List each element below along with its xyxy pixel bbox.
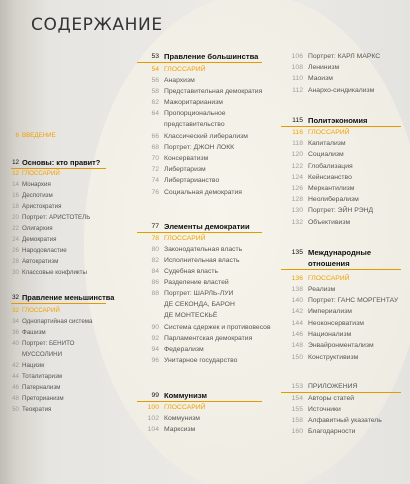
toc-page-number: 102 [147,415,159,422]
toc-entry-title: Либертарианство [164,177,220,184]
toc-page-number: 142 [291,308,303,315]
toc-entry-title: Консерватизм [164,155,209,162]
toc-entry-title: Марксизм [164,426,196,433]
toc-entry-title: Национализм [308,331,352,338]
background-circle [84,0,410,484]
toc-entry-title: ДЕ СЕКОНДА, БАРОН [164,301,235,308]
toc-page-number: 120 [291,151,303,158]
toc-page-number: 80 [151,246,159,253]
toc-page-number: 68 [151,144,159,151]
toc-entry-title: Авторы статей [308,395,355,402]
section-underline [11,168,106,169]
toc-page-number: 54 [151,66,159,73]
toc-entry-title: Империализм [308,308,352,315]
toc-page-number: 12 [12,170,19,177]
toc-page-number: 112 [292,87,303,94]
toc-page-number: 154 [291,395,303,402]
toc-section-heading: отношения [308,259,350,268]
toc-page-number: 12 [12,159,19,166]
toc-entry-title: Судебная власть [164,268,218,275]
toc-entry-title: Портрет: БЕНИТО [22,340,75,347]
toc-section-heading: Основы: кто правит? [22,158,101,167]
toc-entry-title: Алфавитный указатель [308,417,382,424]
toc-entry-title: Фашизм [22,329,46,336]
toc-page-number: 115 [292,117,303,124]
toc-page-number: 42 [12,362,19,369]
toc-page-number: 20 [12,214,19,221]
toc-entry-title: Представительная демократия [164,88,263,95]
toc-page-number: 32 [12,294,19,301]
toc-page-number: 138 [291,286,303,293]
toc-page-number: 144 [291,320,303,327]
toc-page-number: 58 [151,88,159,95]
toc-entry-title: Тоталитаризм [22,373,63,380]
toc-page-number: 116 [292,129,303,136]
toc-entry-title: Глобализация [308,163,353,170]
toc-page-number: 48 [12,395,19,402]
toc-entry-title: Однопартийная система [22,318,93,325]
toc-entry-title: Мажоритарианизм [164,99,223,106]
toc-glossary-label: ГЛОССАРИЙ [164,404,206,411]
toc-entry-title: Аристократия [22,203,62,210]
toc-entry-title: Нацизм [22,362,45,369]
toc-page-number: 128 [291,196,303,203]
toc-page-number: 6 [15,132,19,139]
toc-section-heading: Коммунизм [164,391,207,400]
toc-entry-title: Классовые конфликты [22,269,87,276]
toc-page-number: 34 [12,318,19,325]
toc-entry-title: Унитарное государство [164,357,238,364]
toc-entry-title: Портрет: ГАНС МОРГЕНТАУ [308,297,399,304]
toc-entry-title: Монархия [22,181,51,188]
toc-page-number: 100 [147,404,159,411]
toc-section-heading: Элементы демократии [164,222,250,231]
toc-page-number: 104 [147,426,159,433]
toc-page-number: 153 [291,383,303,390]
toc-page-number: 84 [151,268,159,275]
section-underline [281,269,401,270]
toc-entry-title: Система сдержек и противовесов [164,324,271,331]
toc-entry-title: Социальная демократия [164,189,242,196]
toc-entry-title: Портрет: ЭЙН РЭНД [308,207,374,214]
toc-page-number: 110 [292,75,303,82]
toc-entry-title: представительство [164,121,225,128]
toc-page-number: 82 [151,257,159,264]
toc-page-number: 74 [151,177,159,184]
toc-entry-title: Кейнсианство [308,174,352,181]
toc-page-number: 78 [151,235,159,242]
toc-page-number: 70 [151,155,159,162]
toc-page-number: 22 [12,225,19,232]
toc-glossary-label: ГЛОССАРИЙ [308,129,350,136]
toc-entry-title: Энвайронментализм [308,342,374,349]
section-underline [11,303,106,304]
toc-entry-title: Ленинизм [308,64,340,71]
toc-entry-title: Реализм [308,286,336,293]
toc-page-number: 18 [12,203,19,210]
toc-page-number: 32 [12,307,19,314]
toc-entry-title: Благодарности [308,428,356,435]
toc-entry-title: Народовластие [22,247,67,254]
toc-entry-title: Анархизм [164,77,195,84]
toc-page-number: 50 [12,406,19,413]
toc-page-number: 118 [292,140,303,147]
toc-page-number: 44 [12,373,19,380]
toc-entry-title: Портрет: ШАРЛЬ-ЛУИ [164,290,234,297]
toc-page-number: 28 [12,258,19,265]
toc-page-number: 150 [291,354,303,361]
toc-page-number: 76 [151,189,159,196]
page-title: СОДЕРЖАНИЕ [31,15,163,35]
toc-entry-title: Объективизм [308,219,351,226]
toc-entry-title: МУССОЛИНИ [22,351,63,358]
toc-entry-title: Неолиберализм [308,196,359,203]
toc-glossary-label: ГЛОССАРИЙ [308,275,350,282]
toc-page-number: 140 [291,297,303,304]
toc-page-number: 86 [151,279,159,286]
toc-page-number: 16 [12,192,19,199]
toc-section-heading: Международные [308,248,372,257]
toc-entry-title: Меркантилизм [308,185,355,192]
toc-section-heading: Правление меньшинства [22,293,115,302]
toc-page-number: 148 [291,342,303,349]
toc-entry-title: Теократия [22,406,52,413]
toc-entry-title: ДЕ МОНТЕСКЬЁ [164,312,218,319]
toc-page-number: 160 [291,428,303,435]
toc-page-number: 94 [151,346,159,353]
toc-page-number: 124 [291,174,303,181]
toc-entry-title: Капитализм [308,140,346,147]
section-underline [281,392,401,393]
toc-page-number: 122 [291,163,303,170]
toc-page-number: 136 [291,275,303,282]
toc-page-number: 56 [151,77,159,84]
toc-page-number: 24 [12,236,19,243]
toc-entry-title: Источники [308,406,341,413]
toc-entry-title: Исполнительная власть [164,257,240,264]
toc-page-number: 64 [151,110,159,117]
toc-section-heading: Правление большинства [164,52,259,61]
toc-page-number: 96 [151,357,159,364]
toc-page-number: 126 [291,185,303,192]
toc-page-number: 36 [12,329,19,336]
toc-page-number: 146 [291,331,303,338]
toc-page-number: 99 [151,392,159,399]
toc-entry-title: Классический либерализм [164,133,248,140]
toc-page-number: 30 [12,269,19,276]
toc-page-number: 90 [151,324,159,331]
section-underline [281,126,401,127]
toc-entry-title: Либертаризм [164,166,206,173]
toc-page-number: 155 [291,406,303,413]
toc-page-number: 14 [12,181,19,188]
toc-page-number: 106 [291,53,303,60]
toc-page-number: 88 [151,290,159,297]
section-underline [137,232,262,233]
toc-page-number: 66 [151,133,159,140]
toc-page-number: 132 [291,219,303,226]
toc-entry-title: Портрет: КАРЛ МАРКС [308,53,381,60]
toc-entry-title: Деспотизм [22,192,53,199]
toc-glossary-label: ГЛОССАРИЙ [164,66,206,73]
toc-entry-title: Пропорциональное [164,110,226,117]
toc-entry-title: Портрет: ДЖОН ЛОКК [164,144,235,151]
toc-entry-title: Патернализм [22,384,61,391]
toc-page-number: 40 [12,340,19,347]
toc-page-number: 72 [151,166,159,173]
toc-entry-title: Разделение властей [164,279,229,286]
toc-glossary-label: ГЛОССАРИЙ [22,307,60,314]
toc-entry-title: Преторианизм [22,395,64,402]
toc-entry-title: Маоизм [308,75,333,82]
toc-glossary-label: ГЛОССАРИЙ [22,170,60,177]
toc-page-number: 130 [291,207,303,214]
toc-entry-title: Автократизм [22,258,59,265]
toc-entry-title: ПРИЛОЖЕНИЯ [308,383,358,390]
toc-glossary-label: ГЛОССАРИЙ [164,235,206,242]
toc-page-number: 135 [291,249,303,256]
toc-entry-title: Анархо-синдикализм [308,87,375,94]
toc-page-number: 53 [151,53,159,60]
toc-page-number: 108 [291,64,303,71]
section-underline [137,62,262,63]
toc-page-number: 62 [151,99,159,106]
toc-entry-title: Законодательная власть [164,246,243,253]
toc-entry-title: Парламентская демократия [164,335,253,342]
toc-entry-title: Социализм [308,151,344,158]
toc-page-number: 77 [151,223,159,230]
toc-section-heading: Политэкономия [308,116,368,125]
toc-glossary-label: ВВЕДЕНИЕ [22,132,56,139]
toc-page-number: 46 [12,384,19,391]
toc-entry-title: Конструктивизм [308,354,359,361]
section-underline [137,401,262,402]
toc-entry-title: Федерализм [164,346,204,353]
toc-entry-title: Олигархия [22,225,53,232]
toc-page-number: 158 [291,417,303,424]
toc-page-number: 92 [151,335,159,342]
toc-entry-title: Портрет: АРИСТОТЕЛЬ [22,214,91,221]
toc-entry-title: Коммунизм [164,415,200,422]
toc-page-number: 26 [12,247,19,254]
toc-entry-title: Неоконсерватизм [308,320,364,327]
toc-entry-title: Демократия [22,236,57,243]
